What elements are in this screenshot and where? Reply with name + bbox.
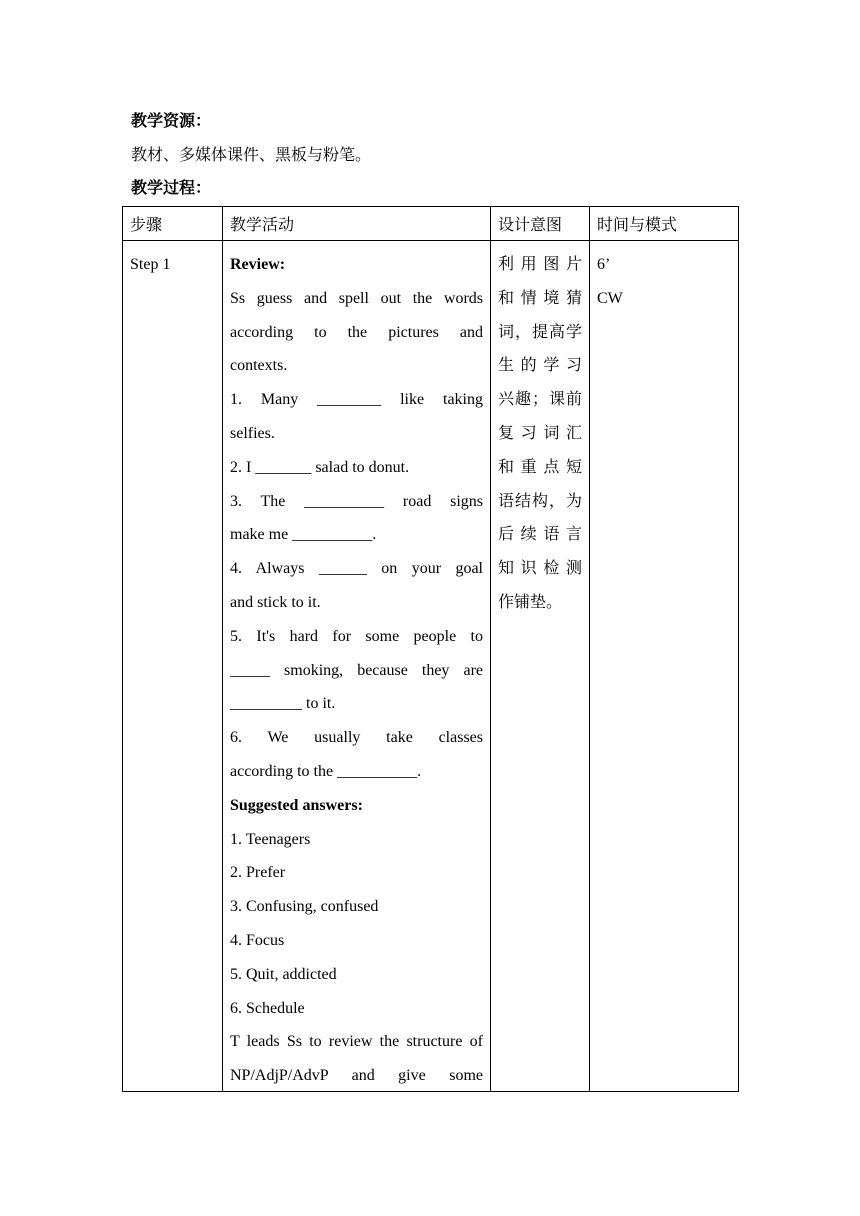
time-mode-cell: [590, 241, 739, 1092]
activity-line: make me __________.: [230, 526, 377, 544]
activity-line: 6. We usually take classes: [230, 729, 483, 747]
step-label: Step 1: [130, 256, 171, 273]
design-intent-line: 后续语言: [498, 526, 582, 544]
activity-line: 4. Focus: [230, 931, 285, 949]
activity-line: Ss guess and spell out the words: [230, 289, 483, 307]
activity-line: 2. I _______ salad to donut.: [230, 458, 410, 476]
resources-heading: 教学资源：: [131, 113, 212, 130]
activity-cell: [223, 241, 491, 1092]
design-intent-line: 语结构，为: [498, 492, 582, 510]
design-intent-line: 作铺垫。: [498, 593, 563, 611]
activity-line: 6. Schedule: [230, 999, 305, 1017]
design-intent-cell: [491, 241, 590, 1092]
time-mode-lines: [597, 241, 731, 316]
activity-line: T leads Ss to review the structure of: [230, 1033, 483, 1051]
activity-line: 3. The __________ road signs: [230, 492, 483, 510]
design-intent-line: 知识检测: [498, 560, 582, 578]
activity-line: 5. It's hard for some people to: [230, 627, 483, 645]
activity-line: _____ smoking, because they are: [230, 661, 483, 679]
header-time-mode: 时间与模式: [590, 207, 739, 241]
activity-line: Review:: [230, 256, 286, 273]
activity-line: and stick to it.: [230, 593, 321, 611]
step-cell: [123, 241, 223, 1092]
resources-text: 教材、多媒体课件、黑板与粉笔。: [131, 147, 372, 164]
activity-line: selfies.: [230, 424, 275, 442]
table-row: [123, 241, 739, 1092]
activity-line: NP/AdjP/AdvP and give some: [230, 1067, 483, 1085]
activity-line: according to the pictures and: [230, 323, 483, 341]
header-activity: 教学活动: [223, 207, 491, 241]
activity-line: _________ to it.: [230, 695, 336, 713]
activity-line: 3. Confusing, confused: [230, 898, 379, 916]
design-intent-line: 利用图片: [498, 256, 582, 273]
activity-lines: [230, 241, 483, 1091]
activity-line: according to the __________.: [230, 762, 422, 780]
activity-line: 5. Quit, addicted: [230, 965, 337, 983]
design-intent-line: 复习词汇: [498, 424, 582, 442]
activity-line: 2. Prefer: [230, 864, 286, 882]
activity-line: 1. Teenagers: [230, 830, 311, 848]
process-heading: 教学过程：: [131, 180, 212, 197]
header-step: 步骤: [123, 207, 223, 241]
design-intent-line: 词，提高学: [498, 323, 582, 341]
activity-line: 1. Many ________ like taking: [230, 391, 483, 409]
activity-line: contexts.: [230, 357, 288, 375]
activity-line: 4. Always ______ on your goal: [230, 560, 483, 578]
design-intent-line: 和重点短: [498, 458, 582, 476]
lesson-process-table: [122, 206, 739, 1092]
table-header-row: [123, 207, 739, 241]
design-intent-line: 兴趣；课前: [498, 391, 582, 409]
design-intent-line: 生的学习: [498, 357, 582, 375]
design-intent-line: 和情境猜: [498, 289, 582, 307]
design-intent-lines: [498, 241, 582, 620]
header-design-intent: 设计意图: [491, 207, 590, 241]
time-mode-line: 6’: [597, 256, 611, 273]
activity-line: Suggested answers:: [230, 796, 363, 814]
time-mode-line: CW: [597, 289, 623, 307]
